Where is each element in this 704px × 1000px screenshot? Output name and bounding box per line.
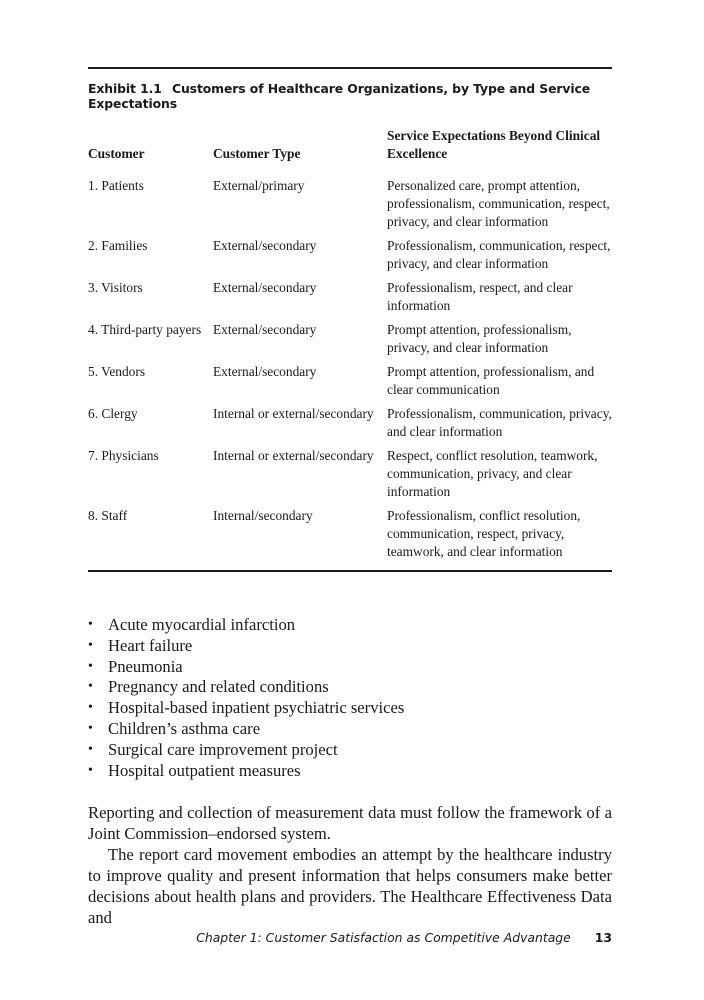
cell-type: Internal/secondary — [213, 508, 313, 523]
bullet-icon: • — [88, 720, 93, 736]
customer-table — [88, 127, 612, 561]
list-item-text: Pregnancy and related conditions — [108, 677, 329, 697]
header-expectations: Service Expectations Beyond Clinical Excellence — [387, 128, 601, 161]
list-item-text: Hospital outpatient measures — [108, 760, 301, 780]
bullet-icon: • — [88, 637, 93, 653]
cell-customer: 1. Patients — [88, 178, 144, 193]
cell-expectations: Prompt attention, professionalism, and clear communication — [387, 364, 595, 397]
bullet-icon: • — [88, 762, 93, 778]
cell-customer: 6. Clergy — [88, 406, 138, 421]
bullet-icon: • — [88, 700, 93, 716]
cell-type: External/secondary — [213, 364, 317, 379]
cell-expectations: Respect, conflict resolution, teamwork, communication, privacy, and clear information — [387, 448, 598, 499]
cell-customer: 7. Physicians — [88, 448, 159, 463]
cell-expectations: Prompt attention, professionalism, privacy, and clear information — [387, 322, 572, 355]
table-row — [88, 405, 612, 441]
page-number: 13 — [594, 930, 612, 945]
table-header — [88, 127, 612, 163]
table-row — [88, 507, 612, 561]
table-row — [88, 321, 612, 357]
table-row — [88, 237, 612, 273]
table-row — [88, 447, 612, 501]
table-row — [88, 279, 612, 315]
cell-customer: 8. Staff — [88, 508, 128, 523]
header-customer: Customer — [88, 146, 145, 161]
cell-type: External/secondary — [213, 280, 317, 295]
bottom-rule — [88, 570, 612, 572]
list-item-text: Acute myocardial infarction — [108, 615, 296, 634]
cell-expectations: Professionalism, conflict resolution, communication, respect, privacy, teamwork, and clear information — [387, 508, 581, 559]
cell-customer: 5. Vendors — [88, 364, 146, 379]
bullet-icon: • — [88, 617, 93, 632]
cell-customer: 2. Families — [88, 238, 148, 253]
list-item — [88, 636, 404, 657]
exhibit-title-text: Customers of Healthcare Organizations, by Type and Service Expectations — [88, 81, 591, 111]
bullet-icon: • — [88, 658, 93, 674]
exhibit — [88, 67, 612, 572]
bullet-icon: • — [88, 741, 93, 757]
table-row — [88, 177, 612, 231]
list-item-text: Heart failure — [108, 635, 193, 655]
header-type: Customer Type — [213, 146, 301, 161]
cell-type: External/secondary — [213, 322, 317, 337]
cell-type: External/secondary — [213, 238, 317, 253]
cell-expectations: Professionalism, respect, and clear information — [387, 280, 573, 313]
cell-expectations: Professionalism, communication, respect, privacy, and clear information — [387, 238, 611, 271]
list-item-text: Hospital-based inpatient psychiatric services — [108, 698, 405, 718]
cell-expectations: Professionalism, communication, privacy, and clear information — [387, 406, 612, 439]
page-footer — [196, 930, 612, 945]
measure-list — [88, 615, 404, 781]
list-item-text: Pneumonia — [108, 656, 183, 676]
list-item-text: Children’s asthma care — [108, 718, 261, 738]
cell-type: Internal or external/secondary — [213, 448, 374, 463]
list-item — [88, 615, 404, 636]
list-item — [88, 761, 404, 782]
list-item — [88, 698, 404, 719]
paragraph: The report card movement embodies an attempt by the healthcare industry to improve quality and present information that helps consumers make better decisions about health plans and providers. The Healthcare Effectiveness Data and — [88, 845, 612, 927]
cell-expectations: Personalized care, prompt attention, professionalism, communication, respect, privacy, and clear information — [387, 178, 610, 229]
bullet-icon: • — [88, 679, 93, 695]
cell-customer: 3. Visitors — [88, 280, 143, 295]
list-item — [88, 740, 404, 761]
running-footer: Chapter 1: Customer Satisfaction as Competitive Advantage — [196, 930, 571, 945]
paragraph: Reporting and collection of measurement data must follow the framework of a Joint Commission–endorsed system. — [88, 803, 612, 843]
cell-customer: 4. Third-party payers — [88, 322, 202, 337]
cell-type: Internal or external/secondary — [213, 406, 374, 421]
list-item — [88, 657, 404, 678]
exhibit-title — [88, 81, 612, 111]
list-item — [88, 719, 404, 740]
list-item — [88, 677, 404, 698]
top-rule — [88, 67, 612, 69]
table-row — [88, 363, 612, 399]
list-item-text: Surgical care improvement project — [108, 739, 338, 759]
exhibit-number: Exhibit 1.1 — [88, 81, 162, 96]
cell-type: External/primary — [213, 178, 305, 193]
